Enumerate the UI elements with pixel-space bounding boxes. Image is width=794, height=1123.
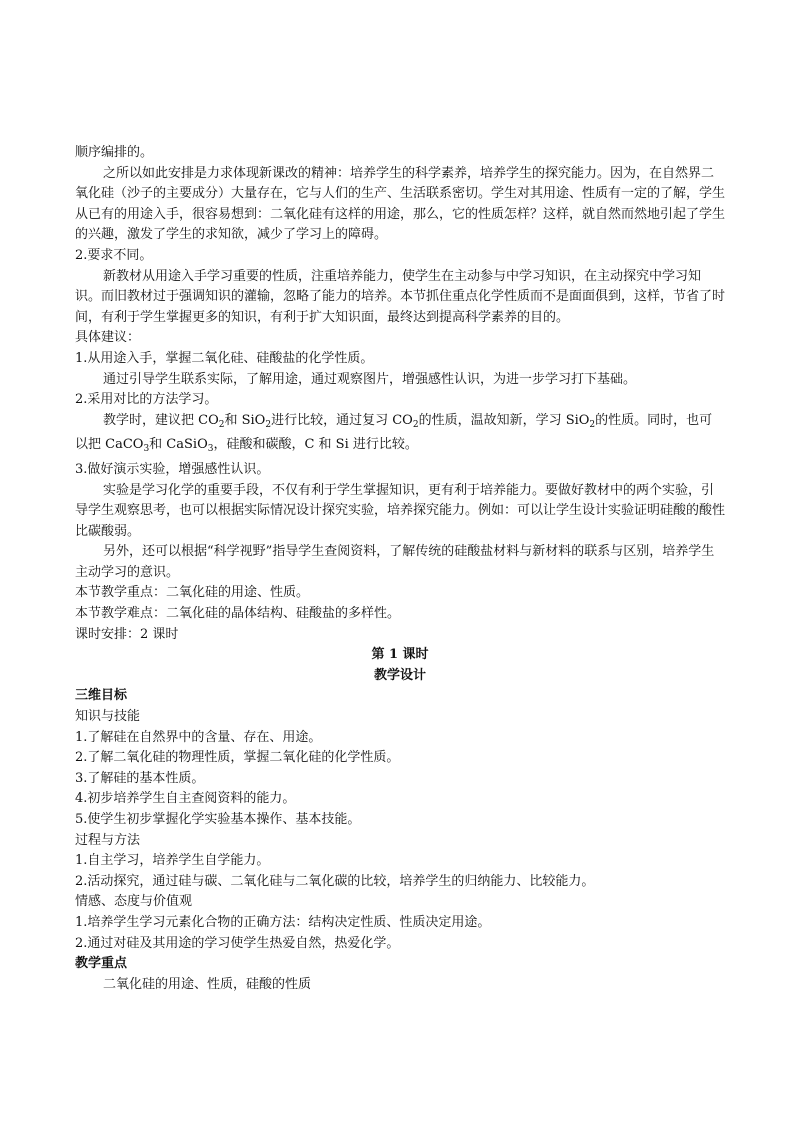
heading: 教学重点 — [75, 956, 128, 972]
text-line: 具体建议： — [75, 330, 141, 346]
list-item: 3.了解硅的基本性质。 — [75, 770, 205, 786]
document-body — [75, 143, 725, 995]
paragraph: 二氧化硅的用途、性质，硅酸的性质 — [103, 976, 312, 992]
list-item: 1.从用途入手，掌握二氧化硅、硅酸盐的化学性质。 — [75, 350, 374, 366]
subscript: 2 — [265, 419, 272, 430]
list-item: 2.活动探究，通过硅与碳、二氧化硅与二氧化碳的比较，培养学生的归纳能力、比较能力。 — [75, 873, 595, 889]
subheading: 知识与技能 — [75, 709, 141, 725]
section-subtitle: 教学设计 — [373, 667, 426, 683]
text-span: ，硅酸和碳酸，C 和 Si 进行比较。 — [213, 437, 418, 453]
subscript: 3 — [207, 444, 214, 455]
list-item: 1.自主学习，培养学生自学能力。 — [75, 853, 270, 869]
text-line: 顺序编排的。 — [75, 145, 154, 160]
subscript: 2 — [218, 419, 225, 430]
list-item: 5.使学生初步掌握化学实验基本操作、基本技能。 — [75, 812, 361, 827]
section-title: 第 1 课时 — [371, 647, 429, 663]
text-span: 教学时，建议把 CO — [103, 412, 219, 428]
subscript: 3 — [143, 444, 150, 455]
subscript: 2 — [412, 419, 419, 430]
paragraph: 新教材从用途入手学习重要的性质，注重培养能力，使学生在主动参与中学习知识，在主动探究中学习知识。而旧教材过于强调知识的灌输，忽略了能力的培养。本节抓住重点化学性质而不是面面俱到，这样，节省了时间，有利于学生掌握更多的知识，有利于扩大知识面，最终达到提高科学素养的目的。 — [75, 268, 726, 325]
paragraph-formulas — [75, 411, 725, 460]
list-item: 4.初步培养学生自主查阅资料的能力。 — [75, 791, 296, 807]
list-item: 1.培养学生学习元素化合物的正确方法：结构决定性质、性质决定用途。 — [75, 914, 491, 930]
text-span: 的性质。同时，也可以把 CaCO — [75, 412, 713, 453]
class-schedule: 课时安排：2 课时 — [75, 626, 179, 642]
text-span: 和 CaSiO — [149, 437, 208, 453]
teaching-focus: 本节教学重点：二氧化硅的用途、性质。 — [75, 585, 310, 601]
paragraph: 实验是学习化学的重要手段，不仅有利于学生掌握知识，更有利于培养能力。要做好教材中的两个实验，引导学生观察思考，也可以根据实际情况设计探究实验，培养探究能力。例如：可以让学生设计实验证明硅酸的酸性比碳酸弱。 — [75, 482, 726, 539]
paragraph: 通过引导学生联系实际，了解用途，通过观察图片，增强感性认识，为进一步学习打下基础。 — [103, 371, 637, 387]
list-heading: 2.要求不同。 — [75, 247, 153, 263]
subscript: 2 — [589, 419, 596, 430]
list-item: 3.做好演示实验，增强感性认识。 — [75, 461, 270, 477]
list-item: 1.了解硅在自然界中的含量、存在、用途。 — [75, 729, 322, 745]
text-span: 和 SiO — [224, 412, 266, 428]
text-span: 的性质，温故知新，学习 SiO — [418, 412, 590, 428]
teaching-difficulty: 本节教学难点：二氧化硅的晶体结构、硅酸盐的多样性。 — [75, 606, 401, 622]
paragraph: 之所以如此安排是力求体现新课改的精神：培养学生的科学素养，培养学生的探究能力。因为，在自然界二氧化硅（沙子的主要成分）大量存在，它与人们的生产、生活联系密切。学生对其用途、性质有一定的了解，学生从已有的用途入手，很容易想到：二氧化硅有这样的用途，那么，它的性质怎样？这样，就自然而然地引起了学生的兴趣，激发了学生的求知欲，减少了学习上的障碍。 — [75, 165, 726, 243]
list-item: 2.了解二氧化硅的物理性质，掌握二氧化硅的化学性质。 — [75, 750, 400, 766]
list-item: 2.通过对硅及其用途的学习使学生热爱自然，热爱化学。 — [75, 935, 400, 951]
subheading: 情感、态度与价值观 — [75, 894, 193, 910]
list-item: 2.采用对比的方法学习。 — [75, 392, 218, 408]
text-span: 进行比较，通过复习 CO — [271, 412, 413, 428]
subheading: 过程与方法 — [75, 832, 141, 848]
paragraph: 另外，还可以根据“科学视野”指导学生查阅资料，了解传统的硅酸盐材料与新材料的联系与区别，培养学生主动学习的意识。 — [75, 544, 715, 580]
heading: 三维目标 — [75, 688, 128, 704]
